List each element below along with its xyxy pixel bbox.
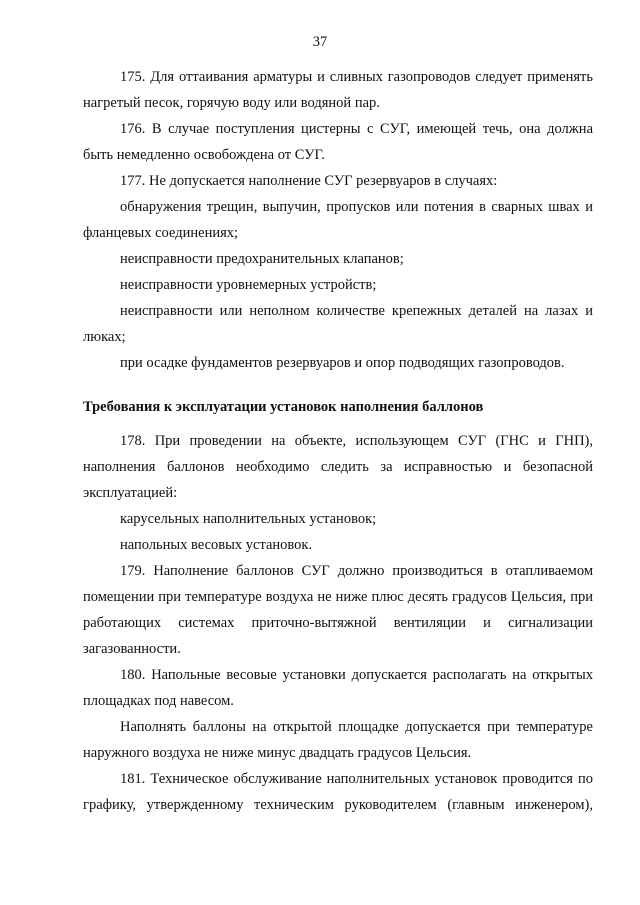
paragraph-180: 180. Напольные весовые установки допускается располагать на открытых площадках под навесом. [83,667,593,709]
paragraph-178: 178. При проведении на объекте, использующем СУГ (ГНС и ГНП), наполнения баллонов необходимо следить за исправностью и безопасной эксплуатацией: [83,433,593,501]
paragraph-outdoor-filling: Наполнять баллоны на открытой площадке допускается при температуре наружного воздуха не ниже минус двадцать градусов Цельсия. [83,719,593,761]
paragraph-177: 177. Не допускается наполнение СУГ резервуаров в случаях: [120,173,498,189]
list-item-carousel-installations: карусельных наполнительных установок; [120,511,377,527]
list-item-level-gauges: неисправности уровнемерных устройств; [120,277,377,293]
paragraph-176: 176. В случае поступления цистерны с СУГ, имеющей течь, она должна быть немедленно освобождена от СУГ. [83,121,593,163]
paragraph-175: 175. Для оттаивания арматуры и сливных газопроводов следует применять нагретый песок, горячую воду или водяной пар. [83,69,593,111]
paragraph-181: 181. Техническое обслуживание наполнительных установок проводится по графику, утвержденному техническим руководителем (главным инженером), [83,771,593,813]
list-item-floor-scales: напольных весовых установок. [120,537,313,553]
paragraph-179: 179. Наполнение баллонов СУГ должно производиться в отапливаемом помещении при температуре воздуха не ниже плюс десять градусов Цельсия, при работающих системах приточно-вытяжной вентиляции и сигнализации загазованности. [83,563,593,657]
list-item-safety-valves: неисправности предохранительных клапанов; [120,251,404,267]
section-heading: Требования к эксплуатации установок наполнения баллонов [83,399,484,415]
list-item-fasteners: неисправности или неполном количестве крепежных деталей на лазах и люках; [83,303,593,345]
document-body [83,64,593,818]
list-item-foundation-settling: при осадке фундаментов резервуаров и опор подводящих газопроводов. [120,355,565,371]
list-item-cracks: обнаружения трещин, выпучин, пропусков или потения в сварных швах и фланцевых соединениях; [83,199,593,241]
page-number: 37 [312,34,328,50]
